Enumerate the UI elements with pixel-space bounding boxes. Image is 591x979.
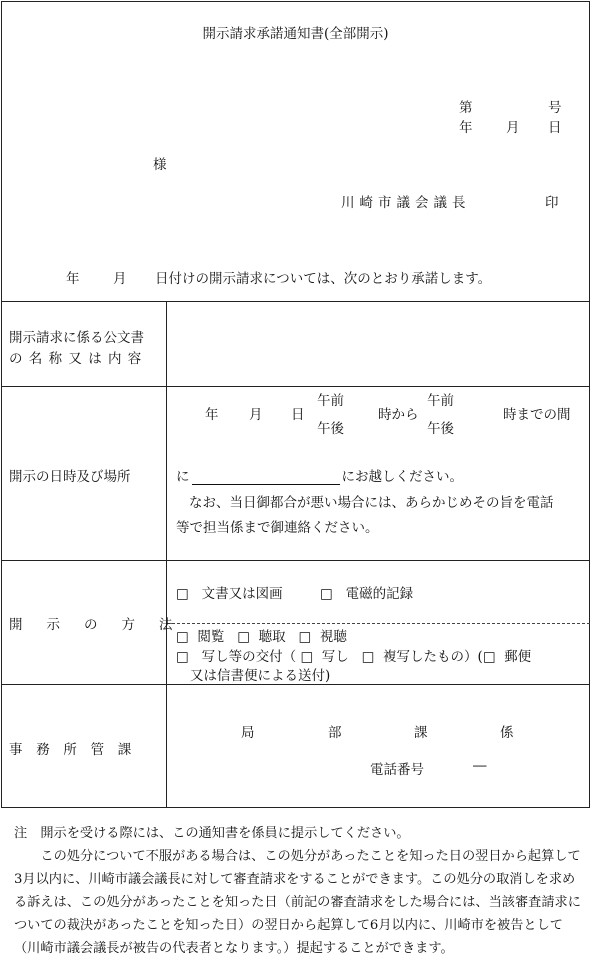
dt-until: 時までの間 (503, 407, 571, 423)
intro-text: 日付けの開示請求については、次のとおり承諾します。 (155, 271, 492, 287)
dt-hi: 日 (291, 407, 305, 423)
opt-electromagnetic-label: 電磁的記録 (345, 586, 414, 602)
dt-place-prefix: に (176, 469, 190, 485)
document-name-field[interactable] (170, 304, 586, 383)
method-option-electromagnetic[interactable] (320, 582, 413, 602)
addressee-sama: 様 (153, 157, 167, 173)
document-title: 開示請求承諾通知書(全部開示) (202, 26, 389, 42)
date-nen: 年 (459, 120, 473, 136)
dt-pm-2: 午後 (427, 421, 454, 437)
opt-listen-label: 聴取 (258, 629, 286, 645)
opt-view-label: 閲覧 (197, 629, 225, 645)
datetime-label: 開示の日時及び場所 (9, 469, 131, 485)
document-name-label-text: の名称又は内容 (9, 351, 148, 367)
document-name-label-line1: 開示請求に係る公文書 (9, 330, 144, 346)
checkbox-icon[interactable]: □ (320, 586, 333, 602)
method-label-text: 開示の方法 (9, 617, 197, 633)
place-input-line[interactable] (192, 470, 340, 485)
office-kakari: 係 (500, 725, 514, 741)
checkbox-icon[interactable]: □ (176, 586, 189, 602)
office-label (9, 738, 159, 758)
checkbox-icon[interactable]: □ (482, 649, 496, 665)
dt-place-line (176, 465, 463, 485)
note-line: 注 開示を受ける際には、この通知書を係員に提示してください。 (14, 826, 410, 841)
opt-duplicate-label: 複写したもの）( (383, 649, 483, 665)
checkbox-icon[interactable]: □ (237, 629, 250, 645)
checkbox-icon[interactable]: □ (298, 629, 312, 645)
dt-from: 時から (378, 407, 419, 423)
method-divider (167, 623, 590, 624)
dt-am-2: 午前 (427, 393, 454, 409)
phone-dash: ― (473, 758, 487, 774)
checkbox-icon[interactable]: □ (300, 649, 314, 665)
issuer-name: 川崎市議会議長 (341, 195, 471, 211)
method-options-row2 (176, 645, 531, 665)
checkbox-icon[interactable]: □ (176, 629, 189, 645)
number-go: 号 (548, 100, 562, 116)
divider (1, 684, 590, 685)
intro-tsuki: 月 (113, 271, 127, 287)
seal-mark: 印 (545, 195, 559, 211)
dt-note-line1: なお、当日御都合が悪い場合には、あらかじめその旨を電話 (189, 495, 554, 511)
checkbox-icon[interactable]: □ (176, 649, 189, 665)
office-label-text: 事務所管課 (9, 742, 145, 758)
office-bu: 部 (328, 725, 342, 741)
checkbox-icon[interactable]: □ (361, 649, 375, 665)
divider (1, 560, 590, 561)
dt-nen: 年 (205, 407, 219, 423)
column-divider (166, 301, 167, 808)
document-name-label-line2 (9, 347, 157, 367)
office-kyoku: 局 (241, 725, 255, 741)
dt-tsuki: 月 (249, 407, 263, 423)
dt-note-line2: 等で担当係まで御連絡ください。 (176, 520, 379, 536)
notes-section (14, 822, 586, 960)
phone-label: 電話番号 (370, 762, 424, 778)
dt-am-1: 午前 (317, 393, 344, 409)
opt-postal-label: 郵便 (504, 649, 532, 665)
opt-document-label: 文書又は図画 (201, 586, 283, 602)
method-option-document[interactable] (176, 582, 283, 602)
opt-postal-line2: 又は信書便による送付) (190, 668, 331, 684)
date-hi: 日 (548, 120, 562, 136)
number-dai: 第 (459, 100, 473, 116)
dt-place-suffix: にお越しください。 (341, 469, 463, 485)
method-options-row1 (176, 625, 347, 645)
intro-nen: 年 (66, 271, 80, 287)
note-paragraph: この処分について不服がある場合は、この処分があったことを知った日の翌日から起算して3月以内に、川崎市議会議長に対して審査請求をすることができます。この処分の取消しを求める訴えは、この処分があったことを知った日（前記の審査請求をした場合には、当該審査請求についての裁決があったことを知った日）の翌日から起算して6月以内に、川崎市を被告として（川崎市議会議長が被告の代表者となります。）提起することができます。 (14, 849, 581, 956)
dt-pm-1: 午後 (317, 421, 344, 437)
divider (1, 386, 590, 387)
office-ka: 課 (414, 725, 428, 741)
method-label (9, 613, 197, 633)
divider (1, 301, 590, 302)
opt-watch-label: 視聴 (319, 629, 347, 645)
date-tsuki: 月 (506, 120, 520, 136)
opt-copy-delivery-label: 写し等の交付（ (201, 649, 297, 665)
opt-copy-label: 写し (321, 649, 349, 665)
